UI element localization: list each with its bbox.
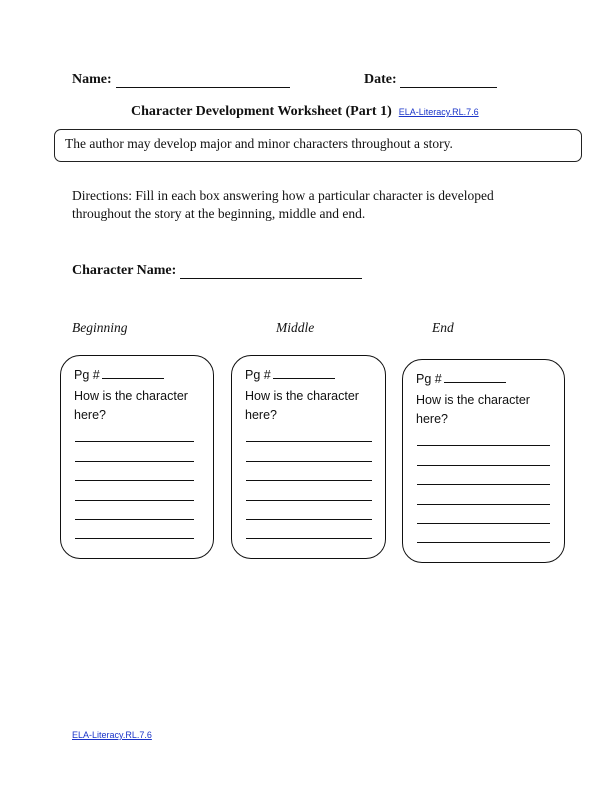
beginning-box <box>60 355 214 559</box>
page-number-label: Pg # <box>245 368 271 382</box>
writing-line[interactable] <box>417 542 550 543</box>
end-box <box>402 359 565 563</box>
character-name-label: Character Name: <box>72 263 177 278</box>
prompt-line-1: How is the character <box>74 389 188 403</box>
page-number-label: Pg # <box>74 368 100 382</box>
footer-standard-link[interactable]: ELA-Literacy.RL.7.6 <box>72 730 152 740</box>
prompt-line-1: How is the character <box>245 389 359 403</box>
writing-line[interactable] <box>417 484 550 485</box>
writing-line[interactable] <box>75 480 194 481</box>
page-number-field[interactable] <box>416 372 506 386</box>
worksheet-title <box>131 102 479 120</box>
directions <box>72 187 494 223</box>
writing-line[interactable] <box>417 504 550 505</box>
writing-line[interactable] <box>417 445 550 446</box>
writing-line[interactable] <box>75 538 194 539</box>
writing-line[interactable] <box>246 500 372 501</box>
date-label: Date: <box>364 72 397 87</box>
statement-text: The author may develop major and minor characters throughout a story. <box>65 136 453 151</box>
character-name-field[interactable] <box>180 278 362 279</box>
writing-line[interactable] <box>246 519 372 520</box>
writing-line[interactable] <box>246 441 372 442</box>
prompt <box>416 391 530 429</box>
prompt <box>74 387 188 425</box>
writing-line[interactable] <box>246 461 372 462</box>
prompt-line-2: here? <box>74 408 106 422</box>
name-field[interactable] <box>116 87 290 88</box>
writing-line[interactable] <box>417 523 550 524</box>
writing-line[interactable] <box>246 538 372 539</box>
directions-line-2: throughout the story at the beginning, middle and end. <box>72 206 366 221</box>
directions-line-1: Directions: Fill in each box answering how a particular character is developed <box>72 188 494 203</box>
writing-line[interactable] <box>75 519 194 520</box>
page-title: Character Development Worksheet (Part 1) <box>131 104 392 119</box>
date-field[interactable] <box>400 87 497 88</box>
name-label: Name: <box>72 72 112 87</box>
middle-box <box>231 355 386 559</box>
section-label-middle: Middle <box>276 320 315 335</box>
page-number-field[interactable] <box>74 368 164 382</box>
section-label-beginning: Beginning <box>72 320 128 335</box>
prompt <box>245 387 359 425</box>
section-label-end: End <box>432 320 454 335</box>
standard-link[interactable]: ELA-Literacy.RL.7.6 <box>398 107 479 117</box>
prompt-line-2: here? <box>416 412 448 426</box>
writing-line[interactable] <box>417 465 550 466</box>
writing-line[interactable] <box>75 441 194 442</box>
statement-box <box>54 129 582 162</box>
writing-line[interactable] <box>75 500 194 501</box>
prompt-line-1: How is the character <box>416 393 530 407</box>
page-number-field[interactable] <box>245 368 335 382</box>
page-number-label: Pg # <box>416 372 442 386</box>
writing-line[interactable] <box>75 461 194 462</box>
prompt-line-2: here? <box>245 408 277 422</box>
writing-line[interactable] <box>246 480 372 481</box>
